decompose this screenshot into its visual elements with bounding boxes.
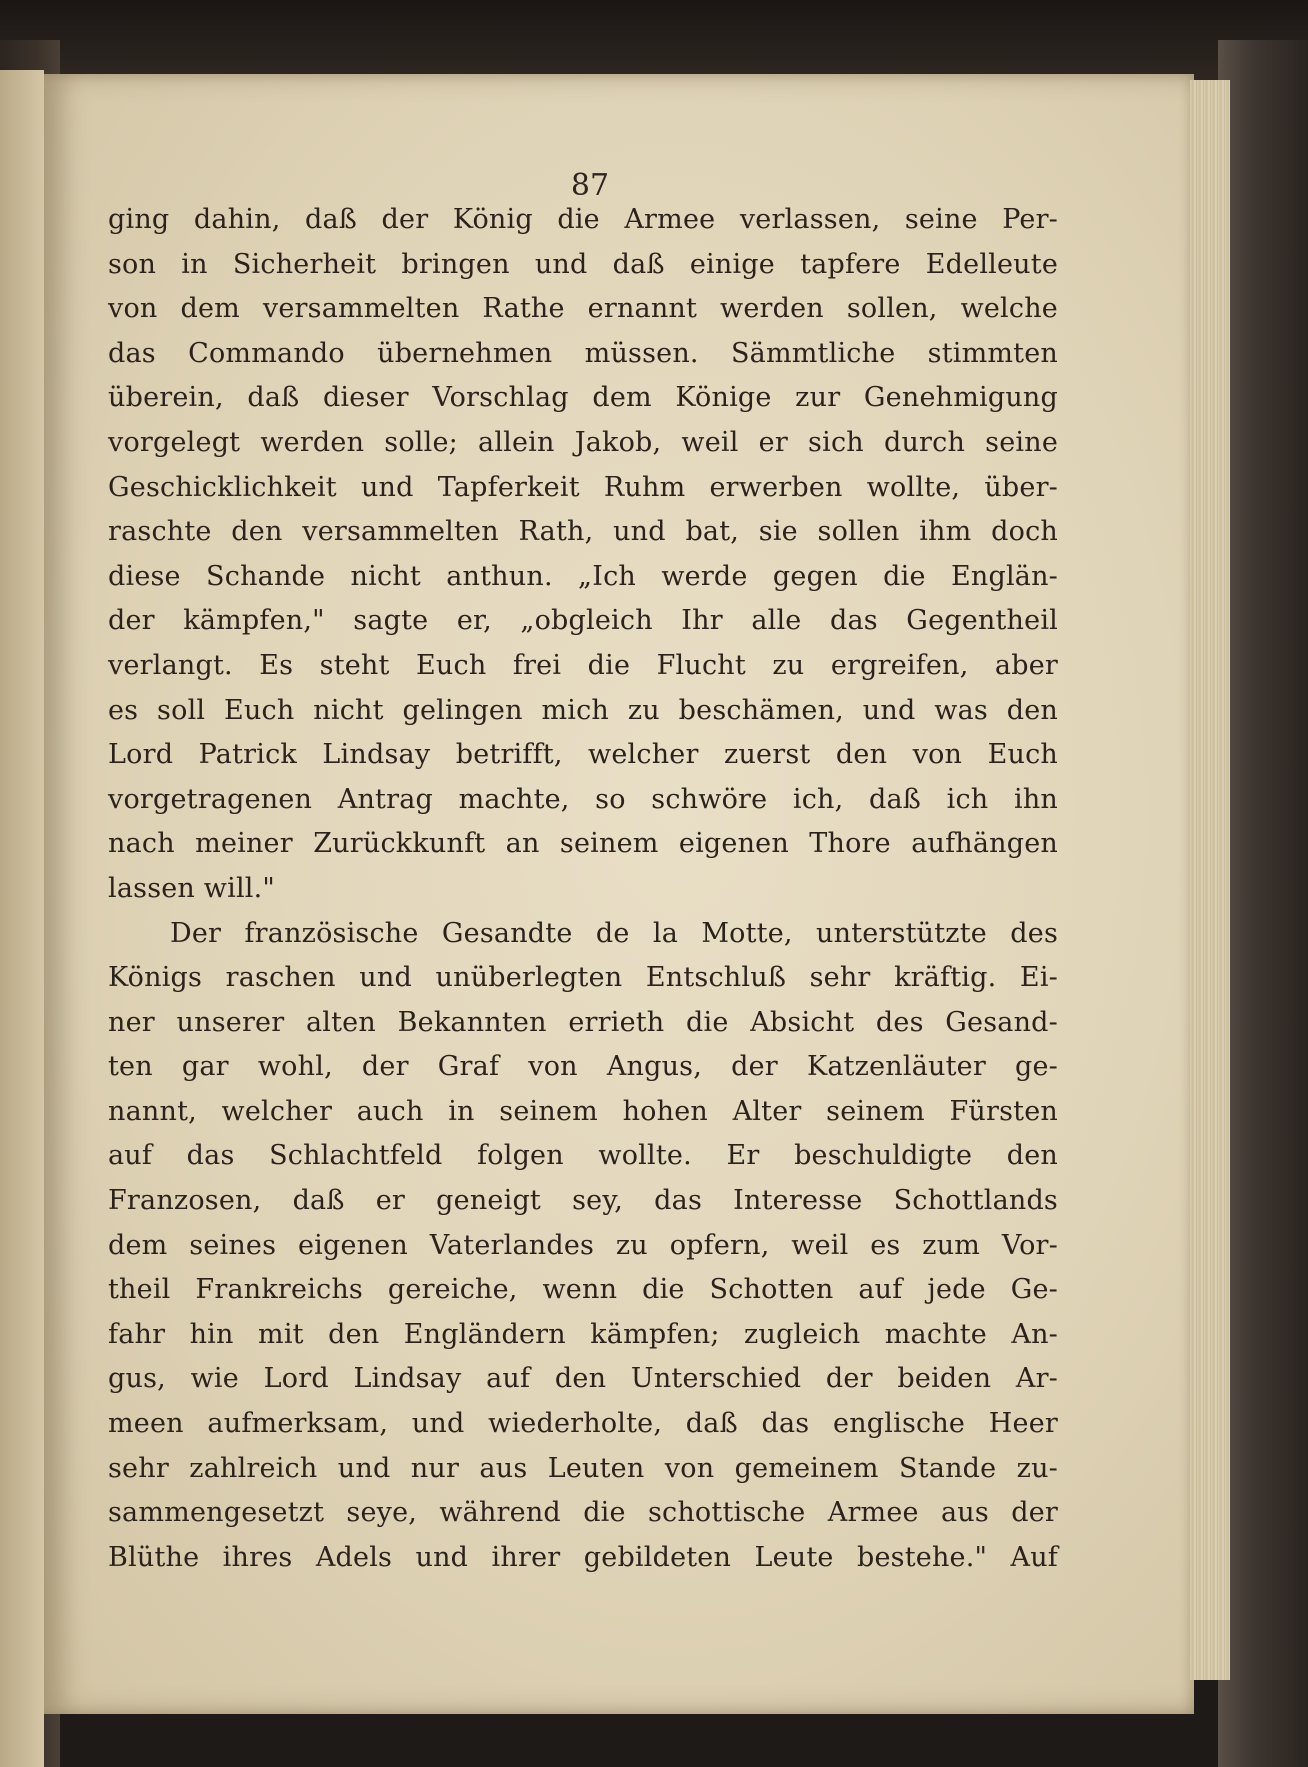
text-line: von dem versammelten Rathe ernannt werden sollen, welche	[108, 293, 1058, 325]
text-line: ten gar wohl, der Graf von Angus, der Katzenläuter ge-	[108, 1051, 1058, 1083]
text-line: sammengesetzt seye, während die schottische Armee aus der	[108, 1497, 1058, 1529]
text-line: Geschicklichkeit und Tapferkeit Ruhm erwerben wollte, über-	[108, 471, 1058, 503]
text-line: meen aufmerksam, und wiederholte, daß das englische Heer	[108, 1408, 1058, 1440]
facing-page-edge	[0, 70, 44, 1767]
text-line: überein, daß dieser Vorschlag dem Könige zur Genehmigung	[108, 382, 1058, 414]
text-line: Blüthe ihres Adels und ihrer gebildeten Leute bestehe." Auf	[108, 1541, 1058, 1573]
text-line: diese Schande nicht anthun. „Ich werde gegen die Englän-	[108, 560, 1058, 592]
text-line: der kämpfen," sagte er, „obgleich Ihr alle das Gegentheil	[108, 605, 1058, 637]
text-line: sehr zahlreich und nur aus Leuten von gemeinem Stande zu-	[108, 1452, 1058, 1484]
book-cover-top	[0, 0, 1308, 80]
text-line: vorgetragenen Antrag machte, so schwöre ich, daß ich ihn	[108, 783, 1058, 815]
text-line: das Commando übernehmen müssen. Sämmtliche stimmten	[108, 337, 1058, 369]
text-line: vorgelegt werden solle; allein Jakob, weil er sich durch seine	[108, 426, 1058, 458]
page-edges-stack	[1190, 80, 1230, 1680]
text-line: gus, wie Lord Lindsay auf den Unterschied der beiden Ar-	[108, 1363, 1058, 1395]
text-line: dem seines eigenen Vaterlandes zu opfern, weil es zum Vor-	[108, 1229, 1058, 1261]
page-text	[108, 198, 1058, 1580]
text-line: lassen will."	[108, 872, 276, 904]
text-line: Der französische Gesandte de la Motte, unterstützte des	[170, 917, 1058, 949]
text-line: nannt, welcher auch in seinem hohen Alter seinem Fürsten	[108, 1095, 1058, 1127]
text-line: ner unserer alten Bekannten errieth die Absicht des Gesand-	[108, 1006, 1058, 1038]
text-line: Königs raschen und unüberlegten Entschluß sehr kräftig. Ei-	[108, 962, 1058, 994]
text-line: raschte den versammelten Rath, und bat, sie sollen ihm doch	[108, 516, 1058, 548]
text-line: fahr hin mit den Engländern kämpfen; zugleich machte An-	[108, 1318, 1058, 1350]
text-line: theil Frankreichs gereiche, wenn die Schotten auf jede Ge-	[108, 1274, 1058, 1306]
page-number: 87	[570, 168, 610, 203]
book-cover-right	[1218, 40, 1308, 1767]
text-line: nach meiner Zurückkunft an seinem eigenen Thore aufhängen	[108, 828, 1058, 860]
text-line: son in Sicherheit bringen und daß einige tapfere Edelleute	[108, 248, 1058, 280]
text-line: Franzosen, daß er geneigt sey, das Interesse Schottlands	[108, 1185, 1058, 1217]
text-line: Lord Patrick Lindsay betrifft, welcher zuerst den von Euch	[108, 739, 1058, 771]
text-line: verlangt. Es steht Euch frei die Flucht zu ergreifen, aber	[108, 649, 1058, 681]
text-line: ging dahin, daß der König die Armee verlassen, seine Per-	[108, 204, 1058, 235]
text-line: es soll Euch nicht gelingen mich zu beschämen, und was den	[108, 694, 1058, 726]
text-line: auf das Schlachtfeld folgen wollte. Er beschuldigte den	[108, 1140, 1058, 1172]
